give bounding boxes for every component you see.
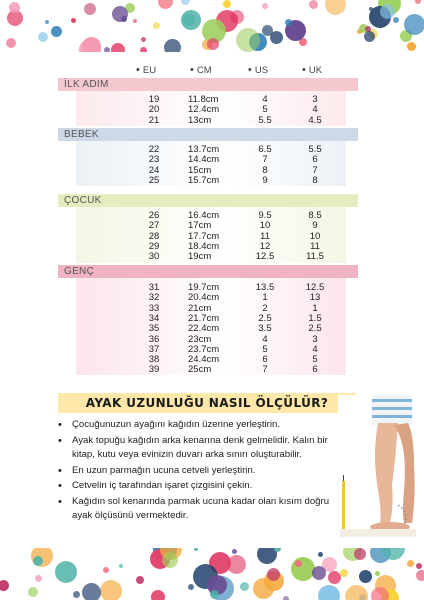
uk-size: 4: [312, 104, 318, 116]
decor-dot: [325, 0, 346, 15]
us-size: 9.5: [258, 210, 272, 221]
size-row: [0, 176, 424, 186]
decor-dot: [0, 580, 9, 591]
decor-dot: [223, 0, 231, 8]
uk-size: 1: [312, 302, 318, 314]
uk-size: 2.5: [308, 323, 322, 335]
decor-dot: [133, 19, 137, 23]
uk-size: 6: [312, 154, 318, 166]
decor-dot: [364, 31, 375, 42]
size-row: [0, 211, 424, 221]
cm-size: 23cm: [188, 333, 212, 345]
uk-size: 7: [312, 164, 318, 176]
cm-size: 21cm: [188, 302, 212, 314]
howto-step: • Çocuğunuzun ayağını kağıdın üzerine yerleştirin.: [56, 418, 346, 433]
decor-dot: [162, 552, 178, 568]
size-row: [0, 324, 424, 334]
decor-dot: [84, 3, 96, 15]
eu-size: 32: [148, 292, 160, 304]
us-size: 3.5: [258, 323, 272, 335]
decor-dot: [82, 583, 101, 600]
eu-size: 28: [148, 230, 160, 242]
us-size: 13.5: [255, 282, 275, 293]
decor-dot: [28, 587, 38, 597]
uk-size: 13: [309, 292, 321, 304]
us-size: 2.5: [258, 312, 272, 324]
decor-dot: [33, 556, 43, 566]
decor-dot: [274, 548, 281, 552]
howto-step: • En uzun parmağın ucuna cetveli yerleştirin.: [56, 464, 346, 479]
us-size: 7: [262, 154, 268, 166]
howto-step: • Cetvelin iç tarafından işaret çizgisini çekin.: [56, 479, 346, 494]
decor-dot: [371, 587, 389, 600]
cm-size: 19.7cm: [188, 282, 220, 293]
decor-dot: [318, 585, 340, 600]
cm-size: 15.7cm: [188, 174, 220, 186]
eu-size: 34: [148, 312, 160, 324]
eu-size: 36: [148, 333, 160, 345]
eu-size: 35: [148, 323, 160, 335]
decor-dot: [207, 38, 219, 50]
section-band: [58, 78, 358, 91]
top-dots-decoration: [0, 0, 424, 52]
uk-size: 11.5: [306, 251, 324, 263]
decor-dot: [416, 563, 422, 569]
uk-size: 4.5: [308, 114, 322, 126]
uk-size: 4: [312, 343, 318, 355]
section-title: GENÇ: [64, 266, 95, 277]
decor-dot: [295, 560, 302, 567]
decor-dot: [210, 590, 219, 599]
decor-dot: [151, 590, 165, 600]
eu-size: 38: [148, 354, 160, 366]
decor-dot: [230, 10, 244, 24]
uk-size: 8: [312, 174, 318, 186]
section-band: [58, 128, 358, 141]
decor-dot: [181, 0, 190, 5]
decor-dot: [312, 566, 326, 580]
cm-size: 25cm: [188, 364, 212, 376]
cm-size: 17cm: [188, 220, 212, 232]
size-row: [0, 242, 424, 252]
header-cm: • CM: [190, 64, 212, 76]
decor-dot: [309, 0, 318, 9]
eu-size: 21: [148, 114, 160, 126]
decor-dot: [188, 584, 194, 590]
header-us: • US: [248, 64, 269, 76]
eu-size: 27: [148, 220, 160, 232]
section-band: [58, 265, 358, 278]
decor-dot: [55, 561, 77, 583]
decor-dot: [232, 549, 237, 554]
eu-size: 39: [148, 364, 160, 376]
us-size: 1: [262, 292, 268, 304]
decor-dot: [9, 2, 20, 13]
decor-dot: [283, 596, 289, 600]
howto-step: • Kağıdın sol kenarında parmak ucuna kadar olan kısım doğru ayak ölçüsünü vermektedir.: [56, 495, 346, 524]
cm-size: 16.4cm: [188, 210, 220, 221]
decor-dot: [267, 568, 280, 581]
decor-dot: [345, 585, 368, 600]
decor-dot: [45, 20, 49, 24]
uk-size: 3: [312, 94, 318, 105]
size-row: [0, 221, 424, 231]
section-title: ÇOCUK: [64, 195, 102, 206]
header-uk: • UK: [302, 64, 323, 76]
size-row: [0, 252, 424, 262]
uk-size: 10: [309, 230, 321, 242]
decor-dot: [227, 555, 246, 574]
decor-dot: [71, 18, 76, 23]
us-size: 7: [262, 364, 268, 376]
decor-dot: [141, 37, 146, 42]
cm-size: 14.4cm: [188, 154, 220, 166]
eu-size: 25: [148, 174, 160, 186]
cm-size: 13.7cm: [188, 144, 220, 155]
eu-size: 33: [148, 302, 160, 314]
us-size: 4: [262, 333, 268, 345]
child-foot-measure-photo: [338, 395, 418, 540]
decor-dot: [136, 576, 144, 584]
size-row: [0, 105, 424, 115]
section-title: BEBEK: [64, 129, 99, 140]
us-size: 6: [262, 354, 268, 366]
decor-dot: [375, 571, 380, 576]
decor-dot: [112, 6, 128, 22]
size-row: [0, 365, 424, 375]
decor-dot: [194, 548, 198, 551]
decor-dot: [140, 47, 147, 52]
uk-size: 11: [310, 240, 320, 252]
decor-dot: [51, 26, 62, 37]
decor-dot: [285, 19, 292, 26]
howto-step: • Ayak topuğu kağıdın arka kenarına denk gelmelidir. Kalın bir kitap, kutu veya evinizin duvarı arka sınırı oluşturabilir.: [56, 434, 346, 463]
header-eu: • EU: [136, 64, 157, 76]
decor-dot: [340, 569, 348, 577]
us-size: 12.5: [255, 251, 275, 263]
decor-dot: [35, 575, 42, 582]
decor-dot: [270, 31, 283, 44]
cm-size: 22.4cm: [188, 323, 220, 335]
uk-size: 3: [312, 333, 318, 345]
eu-size: 29: [148, 240, 160, 252]
howto-title: AYAK UZUNLUĞU NASIL ÖLÇÜLÜR?: [58, 393, 356, 413]
decor-dot: [153, 22, 160, 29]
us-size: 9: [262, 174, 268, 186]
cm-size: 24.4cm: [188, 354, 220, 366]
decor-dot: [359, 570, 372, 583]
eu-size: 24: [148, 164, 160, 176]
size-row: [0, 155, 424, 165]
size-row: [0, 335, 424, 345]
section-band: [58, 194, 358, 207]
eu-size: 26: [148, 210, 160, 221]
us-size: 6.5: [258, 144, 272, 155]
cm-size: 23.7cm: [188, 343, 220, 355]
cm-size: 20.4cm: [188, 292, 220, 304]
cm-size: 15cm: [188, 164, 212, 176]
us-size: 5.5: [258, 114, 272, 126]
eu-size: 30: [148, 251, 160, 263]
eu-size: 22: [148, 144, 160, 155]
decor-dot: [415, 0, 421, 4]
decor-dot: [393, 17, 399, 23]
us-size: 11: [260, 230, 270, 242]
decor-dot: [407, 42, 416, 51]
eu-size: 19: [148, 94, 160, 105]
decor-dot: [181, 10, 201, 30]
howto-steps: [56, 418, 346, 525]
uk-size: 12.5: [305, 282, 325, 293]
us-size: 2: [262, 302, 268, 314]
uk-size: 8.5: [308, 210, 322, 221]
uk-size: 5.5: [308, 144, 322, 155]
cm-size: 13cm: [188, 114, 212, 126]
decor-dot: [73, 591, 80, 598]
us-size: 5: [262, 104, 268, 116]
decor-dot: [240, 582, 249, 591]
uk-size: 6: [312, 364, 318, 376]
cm-size: 21.7cm: [188, 312, 220, 324]
decor-dot: [416, 570, 424, 581]
decor-dot: [407, 560, 414, 567]
decor-dot: [111, 43, 125, 52]
decor-dot: [318, 552, 323, 557]
us-size: 4: [262, 94, 268, 105]
decor-dot: [236, 28, 260, 52]
cm-size: 19cm: [188, 251, 212, 263]
decor-dot: [404, 14, 424, 35]
decor-dot: [119, 564, 123, 568]
decor-dot: [104, 47, 110, 52]
decor-dot: [164, 39, 181, 52]
decor-dot: [38, 32, 48, 42]
uk-size: 1.5: [308, 312, 322, 324]
section-title: İLK ADIM: [64, 79, 109, 90]
uk-size: 9: [312, 220, 318, 232]
decor-dot: [6, 38, 16, 48]
us-size: 10: [259, 220, 271, 232]
size-row: [0, 116, 424, 126]
cm-size: 12.4cm: [188, 104, 220, 116]
decor-dot: [354, 548, 366, 560]
eu-size: 37: [148, 343, 160, 355]
eu-size: 23: [148, 154, 160, 166]
size-row: [0, 355, 424, 365]
decor-dot: [380, 4, 395, 19]
size-row: [0, 293, 424, 303]
eu-size: 31: [148, 282, 160, 293]
bottom-dots-decoration: [0, 548, 424, 600]
uk-size: 5: [312, 354, 318, 366]
decor-dot: [103, 567, 109, 573]
cm-size: 11.8cm: [188, 94, 219, 105]
us-size: 5: [262, 343, 268, 355]
us-size: 12: [259, 240, 271, 252]
eu-size: 20: [148, 104, 160, 116]
decor-dot: [158, 0, 173, 9]
us-size: 8: [262, 164, 268, 176]
cm-size: 17.7cm: [188, 230, 220, 242]
decor-dot: [100, 580, 122, 600]
decor-dot: [262, 3, 268, 9]
cm-size: 18.4cm: [188, 240, 220, 252]
